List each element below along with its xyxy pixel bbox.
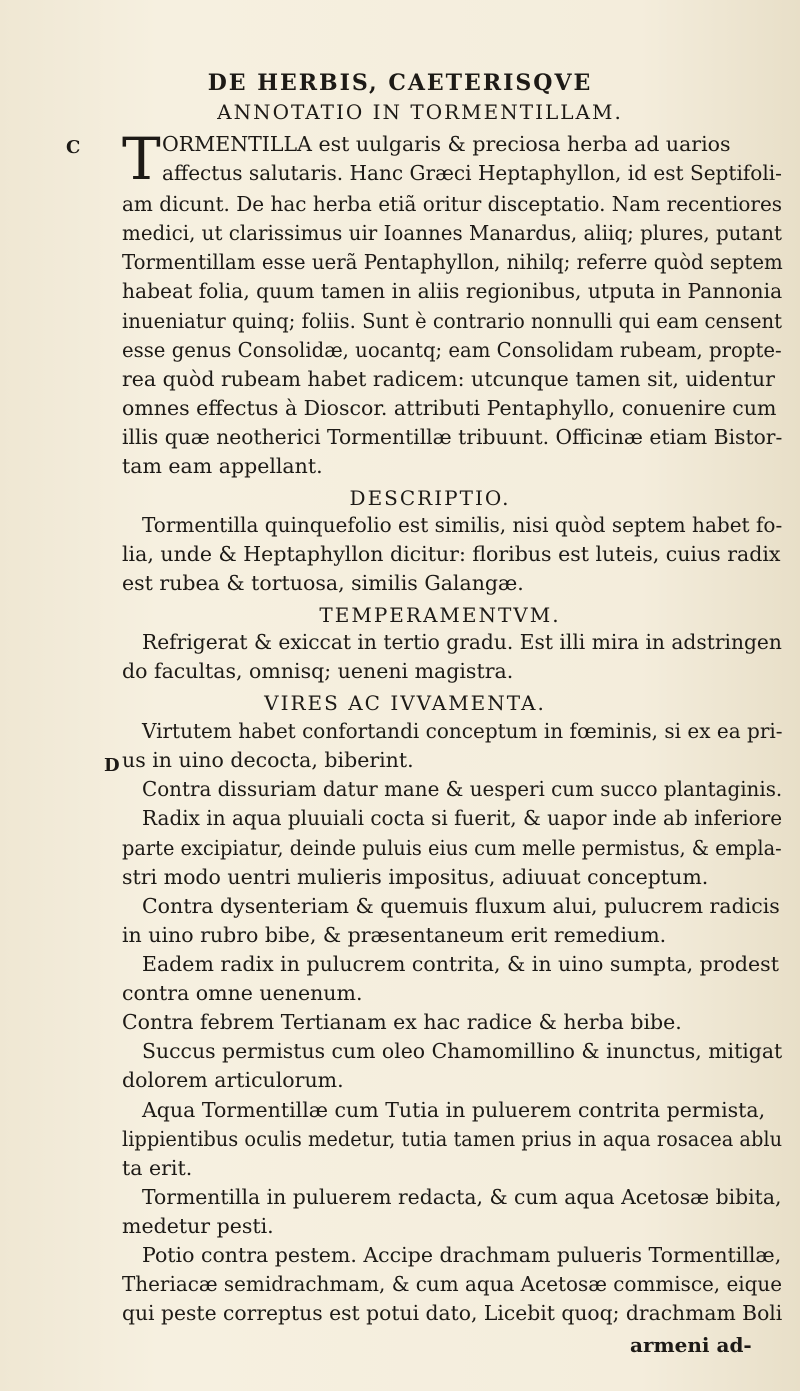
text-line: Virtutem habet confortandi conceptum in fœminis, si ex ea pri- [142, 719, 783, 743]
text-line: Refrigerat & exiccat in tertio gradu. Est illi mira in adstringen [142, 630, 782, 654]
text-line: Radix in aqua pluuiali cocta si fuerit, & uapor inde ab inferiore [142, 806, 783, 830]
text-line: am dicunt. De hac herba etiã oritur disceptatio. Nam recentiores [122, 192, 783, 216]
text-line: inueniatur quinq; foliis. Sunt è contrario nonnulli qui eam censent [122, 309, 783, 333]
vires-heading: VIRES AC IVVAMENTA. [264, 691, 546, 715]
text-line: Contra febrem Tertianam ex hac radice & herba bibe. [122, 1010, 682, 1034]
text-line: us in uino decocta, biberint. [122, 748, 414, 772]
text-line: contra omne uenenum. [122, 981, 363, 1005]
drop-cap: T [122, 125, 161, 193]
running-head: DE HERBIS, CAETERISQVE [207, 70, 593, 96]
text-line: Aqua Tormentillæ cum Tutia in puluerem contrita permista, [142, 1098, 766, 1122]
text-line: medetur pesti. [122, 1214, 274, 1238]
margin-letter-d: D [104, 755, 120, 776]
text-line: parte excipiatur, deinde puluis eius cum melle permistus, & empla- [122, 836, 782, 860]
text-line: Tormentilla in puluerem redacta, & cum aqua Acetosæ bibita, [142, 1185, 782, 1209]
text-line: qui peste correptus est potui dato, Licebit quoq; drachmam Boli [122, 1301, 783, 1325]
text-line: rea quòd rubeam habet radicem: utcunque tamen sit, uidentur [122, 367, 775, 391]
text-line: habeat folia, quum tamen in aliis regionibus, utputa in Pannonia [122, 279, 783, 303]
text-line: lia, unde & Heptaphyllon dicitur: floribus est luteis, cuius radix [122, 542, 781, 566]
text-line: Tormentillam esse uerã Pentaphyllon, nihilq; referre quòd septem [122, 250, 783, 274]
text-line: omnes effectus à Dioscor. attributi Pentaphyllo, conuenire cum [122, 396, 777, 420]
text-line: in uino rubro bibe, & præsentaneum erit remedium. [122, 923, 667, 947]
descriptio-heading: DESCRIPTIO. [349, 486, 511, 510]
catchword: armeni ad- [630, 1333, 752, 1357]
text-line: medici, ut clarissimus uir Ioannes Manardus, aliiq; plures, putant [122, 221, 783, 245]
text-line: Theriacæ semidrachmam, & cum aqua Acetosæ commisce, eique [122, 1272, 783, 1296]
text-line: Contra dissuriam datur mane & uesperi cum succo plantaginis. [142, 777, 783, 801]
text-line: ta erit. [122, 1156, 193, 1180]
annotatio-heading: ANNOTATIO IN TORMENTILLAM. [217, 100, 623, 124]
text-line: esse genus Consolidæ, uocantq; eam Consolidam rubeam, propte- [122, 338, 782, 362]
text-line: Tormentilla quinquefolio est similis, nisi quòd septem habet fo- [142, 513, 783, 537]
text-line: illis quæ neotherici Tormentillæ tribuunt. Officinæ etiam Bistor- [122, 425, 783, 449]
text-line: Potio contra pestem. Accipe drachmam pulueris Tormentillæ, [142, 1243, 782, 1267]
text-line: Succus permistus cum oleo Chamomillino & inunctus, mitigat [142, 1039, 783, 1063]
temperamentum-heading: TEMPERAMENTVM. [319, 603, 561, 627]
text-line: Contra dysenteriam & quemuis fluxum alui, pulucrem radicis [142, 894, 780, 918]
text-line: dolorem articulorum. [122, 1068, 344, 1092]
text-line: tam eam appellant. [122, 454, 323, 478]
text-line: est rubea & tortuosa, similis Galangæ. [122, 571, 524, 595]
text-line: stri modo uentri mulieris impositus, adiuuat conceptum. [122, 865, 709, 889]
text-line: lippientibus oculis medetur, tutia tamen prius in aqua rosacea ablu [122, 1127, 783, 1151]
text-line: affectus salutaris. Hanc Græci Heptaphyllon, id est Septifoli- [162, 161, 782, 185]
text-line: ORMENTILLA est uulgaris & preciosa herba ad uarios [162, 132, 731, 156]
text-line: Eadem radix in pulucrem contrita, & in uino sumpta, prodest [142, 952, 779, 976]
text-line: do facultas, omnisq; ueneni magistra. [122, 659, 514, 683]
margin-letter-c: C [66, 137, 81, 158]
